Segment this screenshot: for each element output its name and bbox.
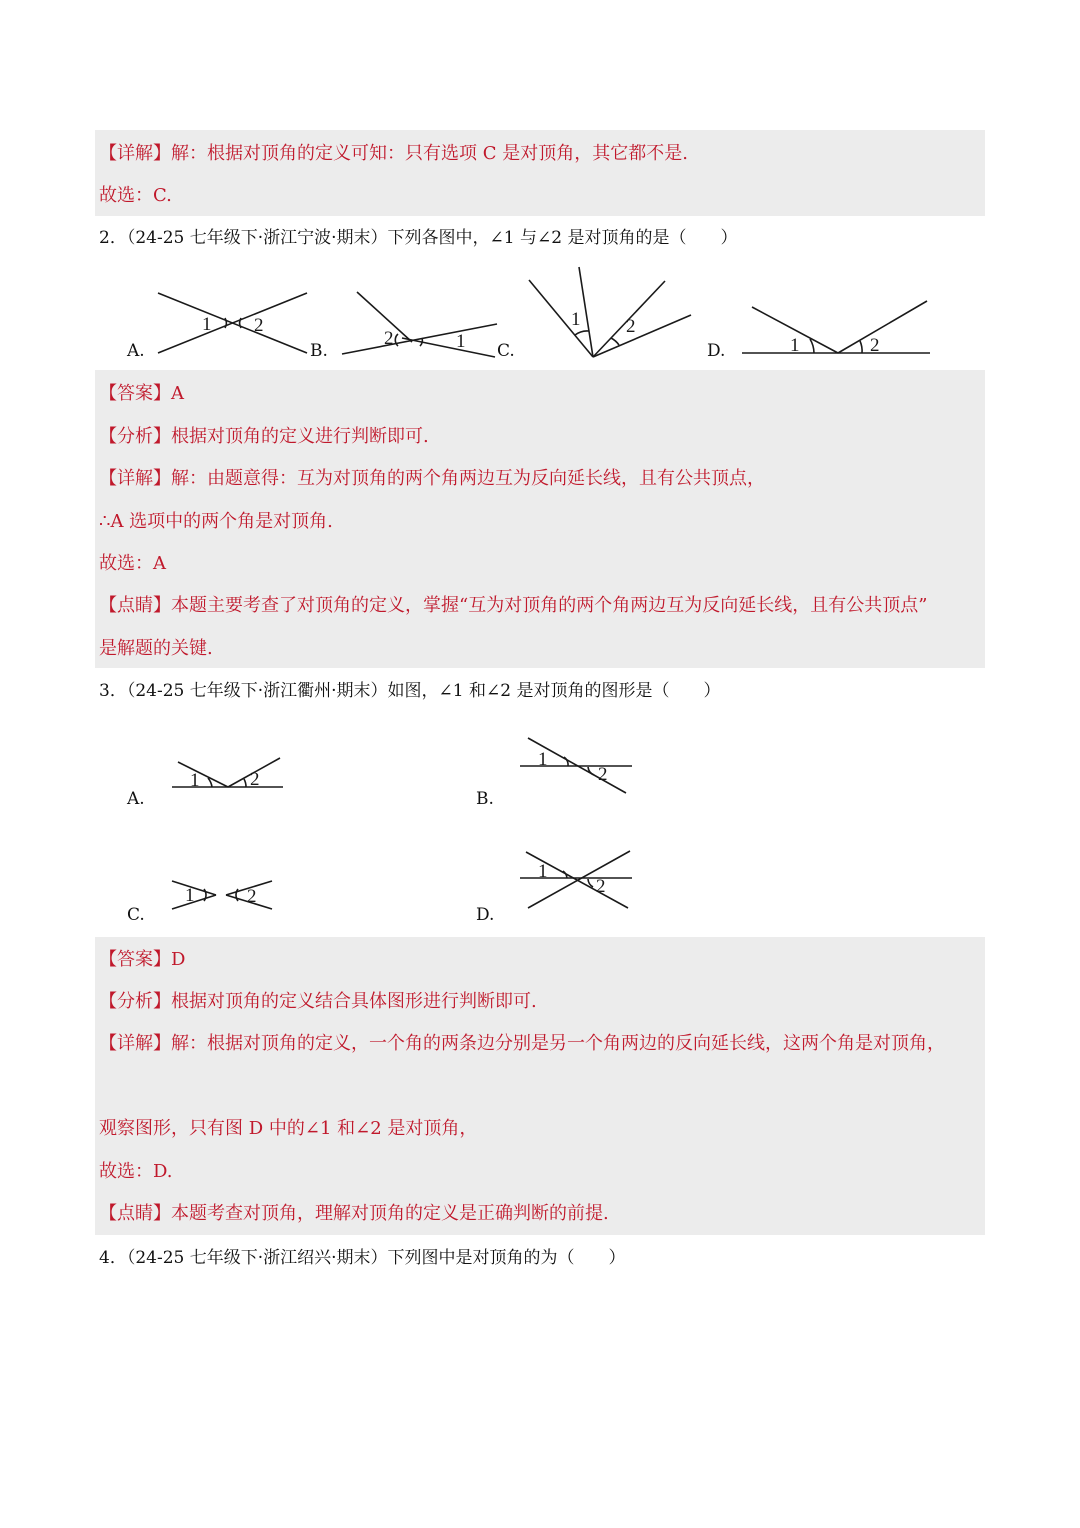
answer-tag: 【答案】 [99,949,171,970]
q2-option-c: C. [497,341,515,361]
q3-figure-a [170,750,290,795]
angle-2-label: 2 [598,764,608,785]
q3-figure-c [168,875,278,915]
q3-figure-b [518,735,638,797]
comment-text: 本题主要考查了对顶角的定义，掌握“互为对顶角的两个角两边互为反向延长线，且有公共顶点” [171,595,928,616]
detail-tag: 【详解】 [99,143,171,164]
angle-1-label: 1 [190,770,200,791]
q2-answer [99,382,184,406]
analysis-text: 根据对顶角的定义结合具体图形进行判断即可. [171,991,537,1012]
q3-detail-2: 观察图形，只有图 D 中的∠1 和∠2 是对顶角， [99,1118,478,1139]
q3-detail [99,1032,945,1056]
angle-1-label: 1 [538,749,548,770]
q2-figure-c [527,265,697,360]
analysis-text: 根据对顶角的定义进行判断即可. [171,426,429,447]
angle-1-label: 1 [571,309,581,330]
q2-analysis [99,425,429,449]
answer-tag: 【答案】 [99,383,171,404]
detail-text: 解：由题意得：互为对顶角的两个角两边互为反向延长线，且有公共顶点， [171,468,765,489]
detail-tag: 【详解】 [99,1033,171,1054]
angle-2-label: 2 [384,328,394,349]
analysis-tag: 【分析】 [99,426,171,447]
q1-detail-line [99,142,688,166]
angle-1-label: 1 [185,885,195,906]
q2-figure-d [740,295,935,360]
q3-choice: 故选：D. [99,1161,173,1182]
q3-answer [99,948,185,972]
detail-tag: 【详解】 [99,468,171,489]
angle-2-label: 2 [247,886,257,907]
q2-detail [99,467,765,491]
q3-option-b: B. [476,789,494,809]
q2-comment [99,594,927,618]
q2-figure-a [155,290,315,360]
answer-value: D [171,949,186,970]
q2-comment-2: 是解题的关键. [99,638,213,659]
q2-option-a: A. [127,341,145,361]
q3-comment [99,1202,609,1226]
angle-1-label: 1 [538,861,548,882]
comment-tag: 【点睛】 [99,595,171,616]
answer-value: A [171,383,184,404]
angle-1-label: 1 [202,314,212,335]
angle-2-label: 2 [596,876,606,897]
angle-1-label: 1 [456,331,466,352]
q3-figure-d [518,848,638,912]
comment-text: 本题考查对顶角，理解对顶角的定义是正确判断的前提. [171,1203,609,1224]
q1-choice: 故选：C. [99,185,172,206]
angle-1-label: 1 [790,335,800,356]
q2-option-d: D. [707,341,726,361]
q2-question: 2．（24-25 七年级下·浙江宁波·期末）下列各图中，∠1 与∠2 是对顶角的是（ ） [99,228,738,248]
comment-tag: 【点睛】 [99,1203,171,1224]
analysis-tag: 【分析】 [99,991,171,1012]
q3-question: 3．（24-25 七年级下·浙江衢州·期末）如图，∠1 和∠2 是对顶角的图形是（ ） [99,681,721,701]
q3-option-c: C. [127,905,145,925]
q2-detail-2: ∴A 选项中的两个角是对顶角. [99,511,333,532]
q2-choice: 故选：A [99,553,166,574]
q3-solution-panel [95,937,985,1235]
detail-text: 解：根据对顶角的定义，一个角的两条边分别是另一个角两边的反向延长线，这两个角是对顶角， [171,1033,945,1054]
angle-2-label: 2 [250,769,260,790]
q2-option-b: B. [310,341,328,361]
q3-option-d: D. [476,905,495,925]
q3-analysis [99,990,537,1014]
q3-option-a: A. [127,789,145,809]
angle-2-label: 2 [870,335,880,356]
angle-2-label: 2 [254,315,264,336]
q2-figure-b [340,290,505,360]
q4-question: 4．（24-25 七年级下·浙江绍兴·期末）下列图中是对顶角的为（ ） [99,1248,626,1268]
angle-2-label: 2 [626,316,636,337]
detail-text: 解：根据对顶角的定义可知：只有选项 C 是对顶角，其它都不是. [171,143,688,164]
